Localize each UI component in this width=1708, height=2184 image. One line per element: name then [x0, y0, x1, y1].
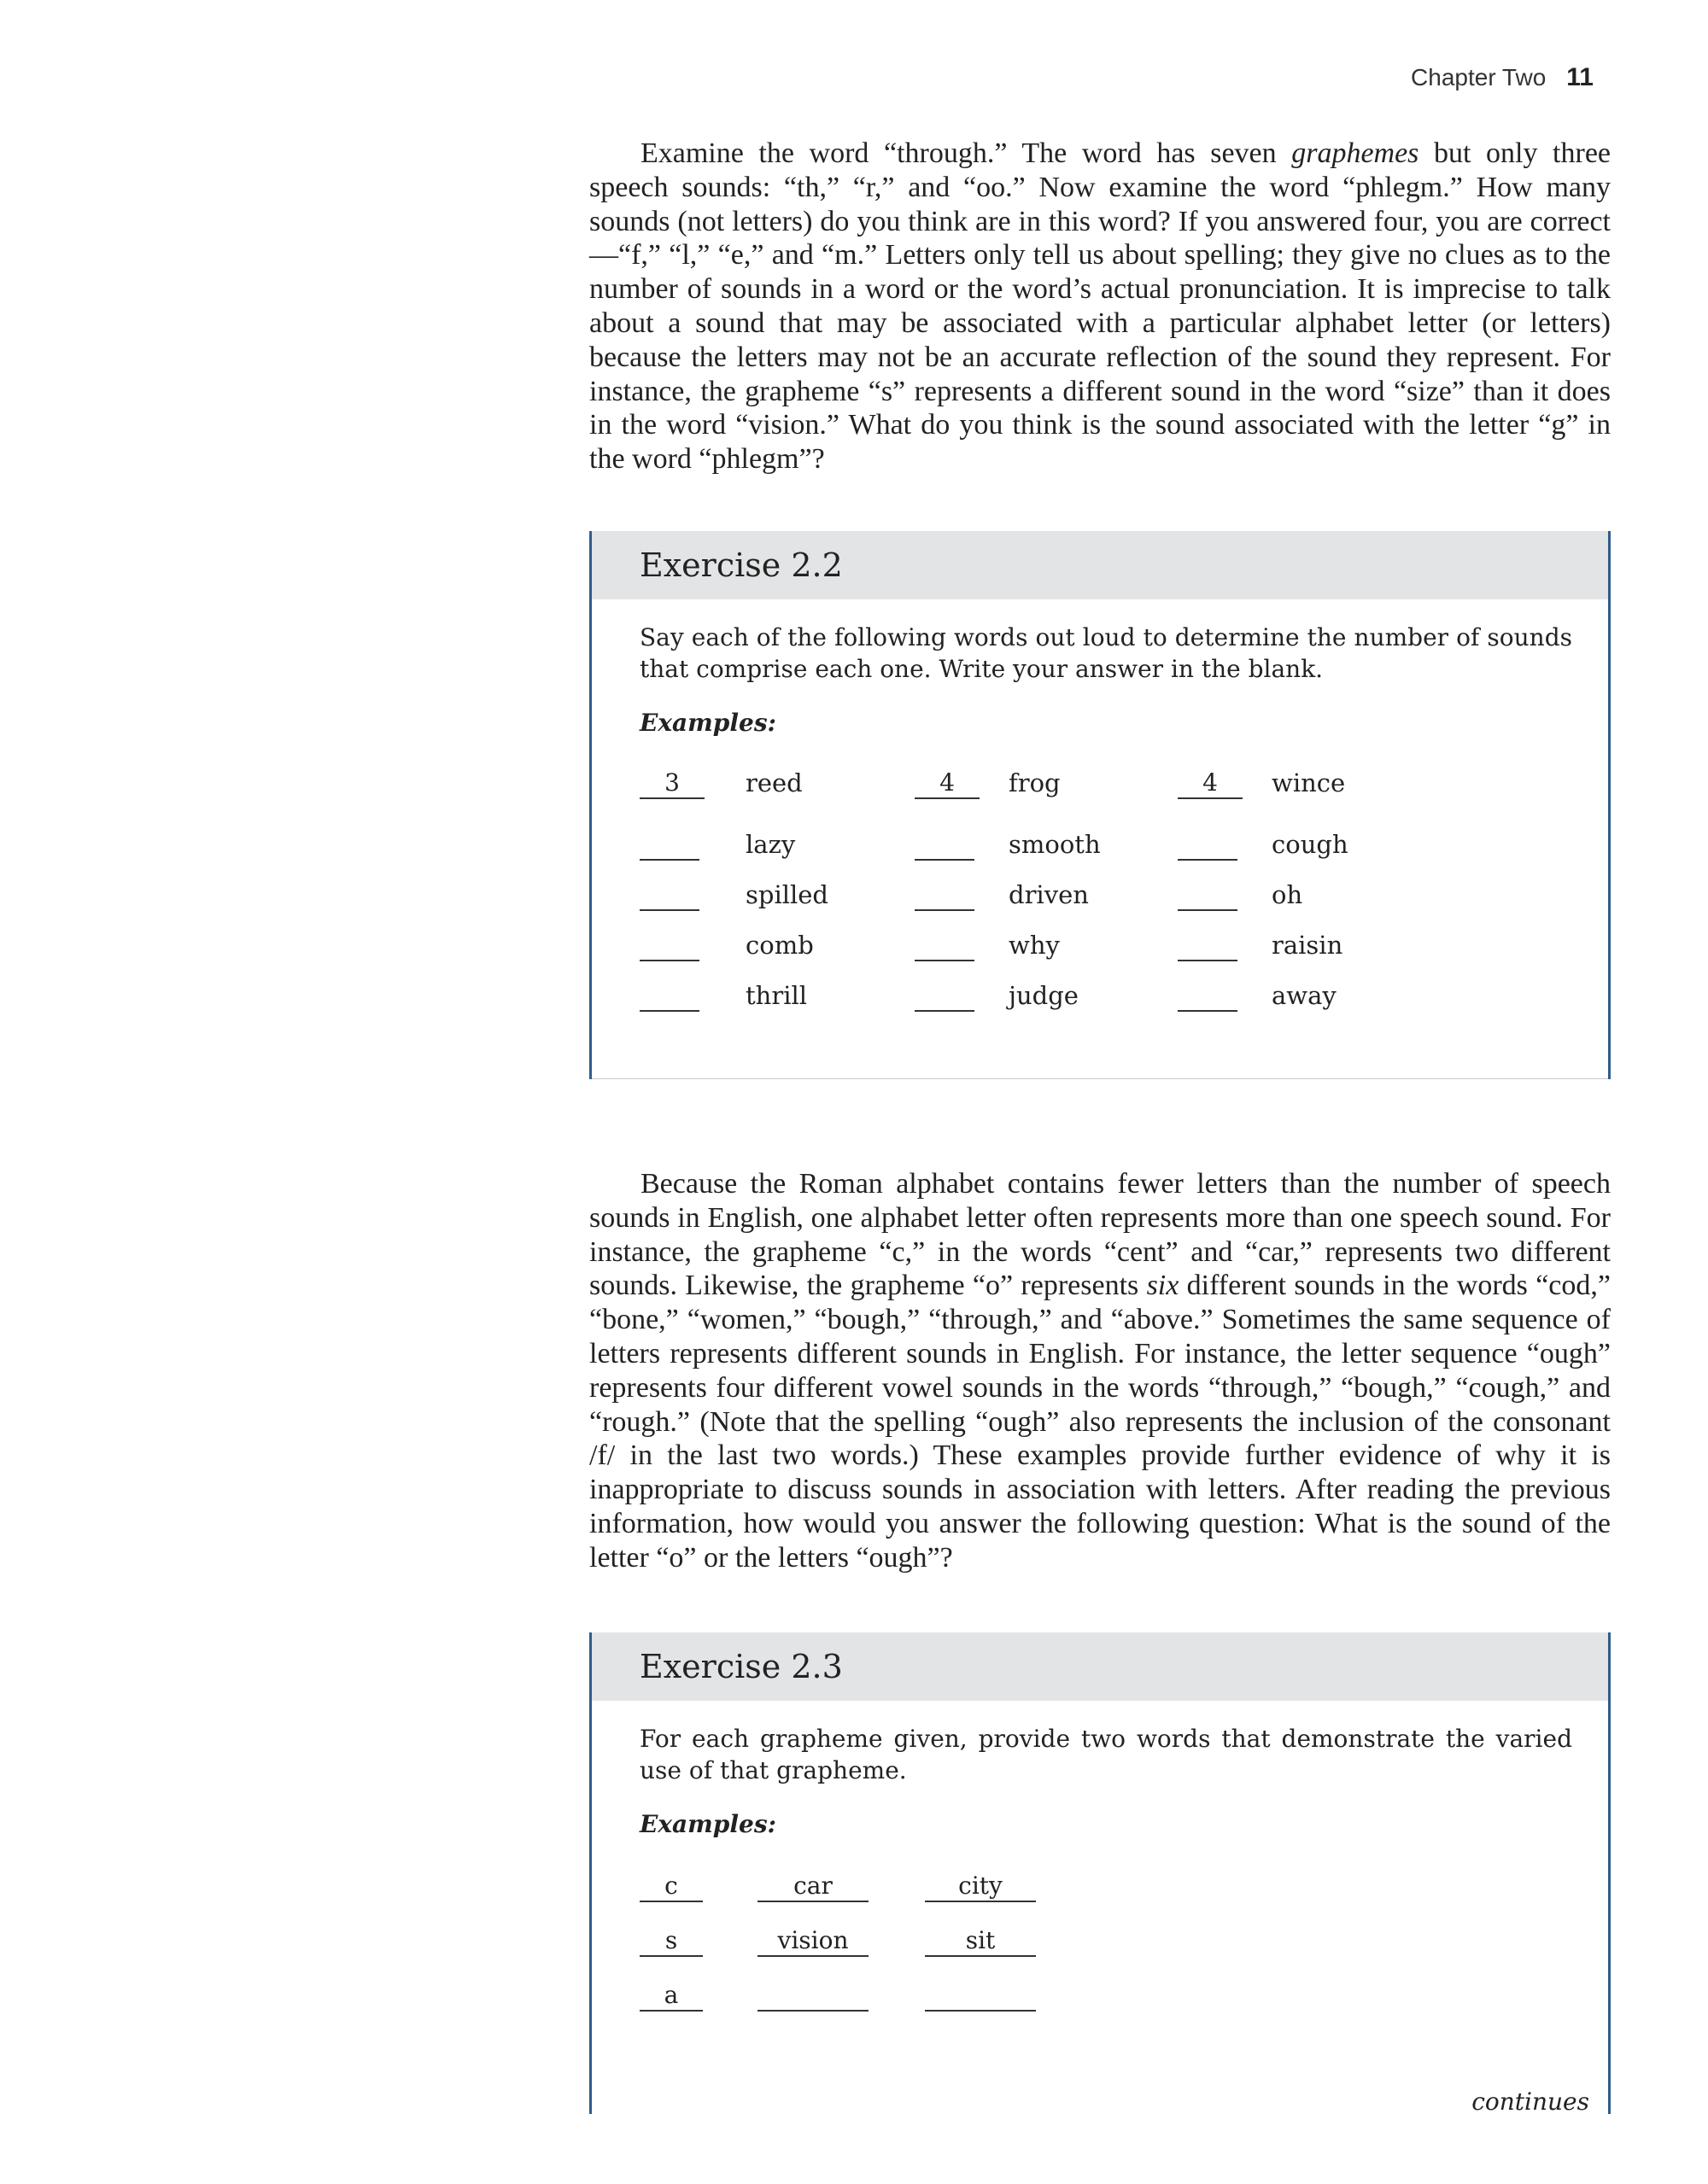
exercise-instructions: Say each of the following words out loud to determine the number of sounds that comprise each one. Write your answer in the blank.: [640, 623, 1572, 683]
word: away: [1272, 981, 1337, 1010]
word: why: [1009, 931, 1060, 960]
word: lazy: [746, 830, 796, 859]
answer-blank[interactable]: [915, 830, 974, 861]
grapheme-row: [640, 1872, 1579, 1906]
exercise-title: Exercise 2.3: [592, 1632, 1608, 1701]
exercise-row: [640, 880, 1579, 914]
exercise-row: [640, 931, 1579, 965]
exercise-row: [640, 830, 1579, 864]
exercise-2-2-box: [589, 531, 1611, 1079]
word: oh: [1272, 880, 1303, 909]
word-blank[interactable]: [757, 1981, 869, 2012]
page-number: 11: [1566, 63, 1594, 91]
answer-blank[interactable]: [1178, 931, 1237, 961]
answer-blank[interactable]: [915, 981, 974, 1012]
answer-blank[interactable]: [640, 830, 699, 861]
grapheme-row: [640, 1981, 1579, 2015]
answer-blank[interactable]: [640, 931, 699, 961]
word: cough: [1272, 830, 1348, 859]
grapheme-cell: c: [640, 1872, 703, 1902]
grapheme-row: [640, 1926, 1579, 1960]
answer-blank[interactable]: [1178, 981, 1237, 1012]
examples-label: Examples:: [640, 709, 776, 737]
grapheme-cell: a: [640, 1981, 703, 2012]
running-head: [1411, 63, 1594, 92]
word: reed: [746, 768, 803, 797]
word-blank: sit: [925, 1926, 1036, 1957]
answer-blank[interactable]: [915, 880, 974, 911]
answer-blank[interactable]: [1178, 830, 1237, 861]
word: comb: [746, 931, 814, 960]
word: raisin: [1272, 931, 1343, 960]
word: frog: [1009, 768, 1061, 797]
chapter-title: Chapter Two: [1411, 64, 1547, 91]
word: wince: [1272, 768, 1346, 797]
word-blank: car: [757, 1872, 869, 1902]
exercise-row: [640, 981, 1579, 1015]
exercise-title: Exercise 2.2: [592, 531, 1608, 599]
answer-blank[interactable]: [1178, 880, 1237, 911]
word: thrill: [746, 981, 808, 1010]
continues-note: continues: [1471, 2088, 1589, 2116]
body-paragraph-2: Because the Roman alphabet contains fewer letters than the number of speech sounds in English, one alphabet letter often represents more than one speech sound. For instance, the grapheme “c,” in the words “cent” and “car,” represents two different sounds. Likewise, the grapheme “o” represents six different sounds in the words “cod,” “bone,” “women,” “bough,” “through,” and “above.” Sometimes the same sequence of letters represents different sounds in English. For instance, the letter sequence “ough” represents four different vowel sounds in the words “through,” “bough,” “cough,” and “rough.” (Note that the spelling “ough” also represents the inclusion of the consonant /f/ in the last two words.) These examples provide further evidence of why it is inappropriate to discuss sounds in association with letters. After reading the previous information, how would you answer the following question: What is the sound of the letter “o” or the letters “ough”?: [589, 1168, 1611, 1574]
exercise-2-3-box: [589, 1632, 1611, 2114]
word-blank: vision: [757, 1926, 869, 1957]
exercise-instructions: For each grapheme given, provide two words that demonstrate the varied use of that grapheme.: [640, 1725, 1572, 1784]
body-paragraph-1: Examine the word “through.” The word has seven graphemes but only three speech sounds: “th,” “r,” and “oo.” Now examine the word “phlegm.” How many sounds (not letters) do you think are in this word? If you answered four, you are correct—“f,” “l,” “e,” and “m.” Letters only tell us about spelling; they give no clues as to the number of sounds in a word or the word’s actual pronunciation. It is imprecise to talk about a sound that may be associated with a particular alphabet letter (or letters) because the letters may not be an accurate reflection of the sound they represent. For instance, the grapheme “s” represents a different sound in the word “size” than it does in the word “vision.” What do you think is the sound associated with the letter “g” in the word “phlegm”?: [589, 137, 1611, 476]
box-bottom-rule: [592, 1078, 1608, 1079]
answer-blank: 4: [915, 768, 980, 799]
examples-label: Examples:: [640, 1810, 776, 1838]
answer-blank[interactable]: [640, 880, 699, 911]
word: driven: [1009, 880, 1089, 909]
grapheme-cell: s: [640, 1926, 703, 1957]
example-row: [640, 768, 1579, 803]
answer-blank: 3: [640, 768, 705, 799]
answer-blank[interactable]: [915, 931, 974, 961]
answer-blank: 4: [1178, 768, 1243, 799]
word: spilled: [746, 880, 828, 909]
word-blank: city: [925, 1872, 1036, 1902]
answer-blank[interactable]: [640, 981, 699, 1012]
word: judge: [1009, 981, 1079, 1010]
word-blank[interactable]: [925, 1981, 1036, 2012]
word: smooth: [1009, 830, 1101, 859]
